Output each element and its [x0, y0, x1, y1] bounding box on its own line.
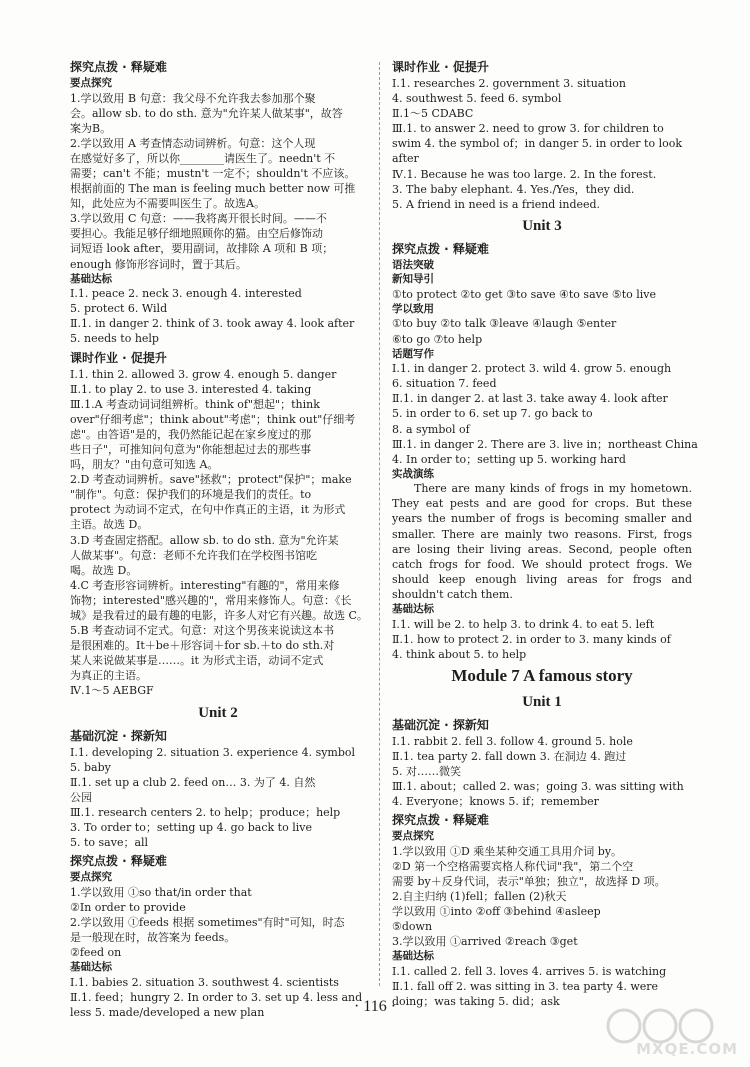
- answer-line: 2.自主归纳 (1)fell；fallen (2)秋天: [392, 890, 567, 904]
- answer-line: 5. in order to 6. set up 7. go back to: [392, 407, 593, 421]
- answer-line: 公园: [70, 790, 92, 804]
- section-heading: 探究点拨 · 释疑难: [392, 813, 489, 828]
- answer-line: ②In order to provide: [70, 900, 186, 914]
- answer-line: less 5. made/developed a new plan: [70, 1005, 265, 1019]
- answer-line: 3. To order to；setting up 4. go back to live: [70, 821, 312, 835]
- answer-line: Ⅰ.1. researches 2. government 3. situation: [392, 77, 626, 90]
- answer-line: 词短语 look after，要用副词，故排除 A 项和 B 项；: [70, 242, 334, 256]
- answer-line: Ⅱ.1. in danger 2. at last 3. take away 4. look after: [392, 392, 668, 406]
- subsection-heading: 基础达标: [392, 950, 434, 963]
- answer-line: Ⅱ.1. fall off 2. was sitting in 3. tea party 4. were: [392, 980, 659, 994]
- answer-line: Ⅱ.1. tea party 2. fall down 3. 在洞边 4. 跑过: [392, 749, 627, 763]
- answer-line: 5. 对……微笑: [392, 765, 461, 778]
- answer-line: "制作"。句意：保护我们的环境是我们的责任。to: [70, 488, 312, 502]
- section-heading: 基础沉淀 · 探新知: [392, 717, 489, 732]
- answer-line: 案为B。: [70, 121, 112, 135]
- answer-line: 3. The baby elephant. 4. Yes./Yes，they did.: [392, 182, 635, 196]
- section-heading: 课时作业 · 促提升: [392, 60, 489, 74]
- answer-line: 2.学以致用 ①feeds 根据 sometimes"有时"可知，时态: [70, 915, 345, 929]
- answer-line: 根据前面的 The man is feeling much better now 可推: [70, 182, 356, 196]
- answer-line: Ⅰ.1. called 2. fell 3. loves 4. arrives 5. is watching: [392, 964, 667, 978]
- subsection-heading: 实战演练: [392, 467, 434, 480]
- answer-line: 吗，朋友？"由句意可知选 A。: [70, 458, 219, 472]
- answer-line: 主语。故选 D。: [70, 518, 149, 532]
- answer-line: 些日子"，可推知问句意为"你能想起过去的那些事: [70, 442, 312, 456]
- answer-line: 4.C 考查形容词辨析。interesting"有趣的"，常用来修: [70, 578, 340, 592]
- section-heading: 探究点拨 · 释疑难: [70, 854, 167, 869]
- answer-line: 8. a symbol of: [392, 422, 470, 436]
- answer-line: Ⅲ.1. to answer 2. need to grow 3. for children to: [392, 122, 664, 136]
- answer-line: 是一般现在时，故答案为 feeds。: [70, 931, 236, 944]
- answer-line: 需要 by＋反身代词，表示"单独；独立"，故选择 D 项。: [392, 874, 666, 888]
- answer-line: Ⅰ.1. developing 2. situation 3. experience 4. symbol: [70, 745, 356, 759]
- answer-line: 某人来说做某事是……。it 为形式主语，动词不定式: [70, 654, 324, 668]
- answer-line: Ⅱ.1. feed；hungry 2. In order to 3. set up 4. less and: [70, 990, 363, 1004]
- subsection-heading: 基础达标: [392, 603, 434, 616]
- answer-line: 要担心。我能足够仔细地照顾你的猫。由空后修饰动: [70, 227, 323, 241]
- subsection-heading: 基础达标: [70, 272, 112, 285]
- answer-line: 为真正的主语。: [70, 669, 147, 683]
- answer-line: ②feed on: [70, 946, 122, 960]
- answer-line: 人做某事"。句意：老师不允许我们在学校图书馆吃: [70, 548, 318, 562]
- answer-line: Ⅲ.1. in danger 2. There are 3. live in；northeast China: [392, 437, 698, 451]
- answer-line: protect 为动词不定式，在句中作真正的主语，it 为形式: [70, 503, 346, 517]
- answer-line: doing；was taking 5. did；ask: [392, 995, 560, 1009]
- module-title: Module 7 A famous story: [451, 665, 633, 685]
- page-number: · 116 ·: [353, 998, 397, 1015]
- answer-line: 5. A friend in need is a friend indeed.: [392, 197, 601, 211]
- answer-line: Ⅰ.1. thin 2. allowed 3. grow 4. enough 5. danger: [70, 367, 337, 381]
- unit-title: Unit 1: [522, 693, 562, 710]
- answer-line: Ⅲ.1. about；called 2. was；going 3. was sitting with: [392, 780, 684, 794]
- answer-line: 5. protect 6. Wild: [70, 302, 168, 316]
- answer-line: 在感觉好多了，所以你________请医生了。needn't 不: [70, 151, 336, 165]
- answer-line: Ⅱ.1. to play 2. to use 3. interested 4. taking: [70, 382, 312, 396]
- answer-line: ①to buy ②to talk ③leave ④laugh ⑤enter: [392, 317, 617, 331]
- unit-title: Unit 2: [198, 704, 238, 721]
- answer-line: 5. needs to help: [70, 332, 159, 346]
- answer-line: 1.学以致用 B 句意：我父母不允许我去参加那个聚: [70, 91, 316, 105]
- answer-line: 4. southwest 5. feed 6. symbol: [392, 92, 562, 106]
- answer-line: Ⅰ.1. babies 2. situation 3. southwest 4. scientists: [70, 975, 339, 989]
- answer-line: 学以致用 ①into ②off ③behind ④asleep: [392, 905, 601, 919]
- answer-line: 2.D 考查动词辨析。save"拯救"；protect"保护"；make: [70, 473, 352, 487]
- subsection-heading: 语法突破: [392, 258, 434, 271]
- answer-line: Ⅲ.1.A 考查动词词组辨析。think of"想起"；think: [70, 397, 320, 411]
- answer-line: 1.学以致用 ①D 乘坐某种交通工具用介词 by。: [392, 844, 623, 858]
- answer-line: Ⅰ.1. peace 2. neck 3. enough 4. interested: [70, 287, 302, 301]
- answer-line: 1.学以致用 ①so that/in order that: [70, 885, 252, 899]
- section-heading: 探究点拨 · 释疑难: [392, 241, 489, 256]
- answer-line: 4. Everyone；knows 5. if；remember: [392, 795, 599, 809]
- answer-line: 5.B 考查动词不定式。句意：对这个男孩来说读这本书: [70, 624, 335, 638]
- left-column: [70, 56, 366, 1020]
- subsection-heading: 要点探究: [70, 77, 112, 89]
- subsection-heading: 新知导引: [392, 273, 434, 286]
- answer-line: 4. In order to；setting up 5. working hard: [392, 452, 626, 466]
- answer-line: Ⅰ.1. will be 2. to help 3. to drink 4. to eat 5. left: [392, 617, 655, 631]
- answer-line: 3.学以致用 C 句意：——我将离开很长时间。——不: [70, 212, 327, 226]
- answer-line: 2.学以致用 A 考查情态动词辨析。句意：这个人现: [70, 136, 316, 150]
- answer-line: 6. situation 7. feed: [392, 377, 497, 391]
- answer-line: ①to protect ②to get ③to save ④to save ⑤to live: [392, 287, 657, 301]
- answer-line: ②D 第一个空格需要宾格人称代词"我"，第二个空: [392, 859, 634, 873]
- watermark-logo: [596, 1006, 746, 1062]
- answer-line: swim 4. the symbol of；in danger 5. in order to look: [392, 137, 683, 151]
- subsection-heading: 学以致用: [392, 302, 434, 315]
- answer-line: 知，此处应为不需要叫医生了。故选A。: [70, 197, 265, 211]
- right-column: [392, 56, 698, 1009]
- answer-line: over"仔细考虑"；think about"考虑"；think out"仔细考: [70, 412, 356, 426]
- answer-line: 是很困难的。It＋be＋形容词＋for sb.＋to do sth.对: [70, 639, 335, 653]
- answer-line: 会。allow sb. to do sth. 意为"允许某人做某事"，故答: [70, 106, 343, 120]
- answer-line: ⑥to go ⑦to help: [392, 332, 483, 346]
- subsection-heading: 基础达标: [70, 961, 112, 974]
- answer-line: Ⅱ.1. in danger 2. think of 3. took away 4. look after: [70, 317, 355, 331]
- answer-line: Ⅰ.1. in danger 2. protect 3. wild 4. grow 5. enough: [392, 362, 672, 376]
- answer-line: 5. to save；all: [70, 836, 149, 850]
- answer-line: 喝。故选 D。: [70, 563, 138, 577]
- answer-line: Ⅳ.1～5 AEBGF: [70, 684, 154, 698]
- answer-line: 3.D 考查固定搭配。allow sb. to do sth. 意为"允许某: [70, 533, 339, 547]
- answer-line: 城》是我看过的最有趣的电影，许多人对它有兴趣。故选 C。: [70, 609, 368, 622]
- section-heading: 基础沉淀 · 探新知: [70, 728, 167, 743]
- essay-paragraph: There are many kinds of frogs in my hometown. They eat pests and are good for crops. But these years the number of frogs is becoming smaller and smaller. There are mainly two reasons. First, frogs are losing their living areas. Second, people often catch frogs for food. We should protect frogs. We should keep enough living areas for frogs and shouldn't catch them.: [392, 482, 692, 601]
- subsection-heading: 要点探究: [70, 871, 112, 884]
- answer-line: Ⅱ.1～5 CDABC: [392, 107, 474, 121]
- answer-line: 需要；can't 不能；mustn't 一定不；shouldn't 不应该。: [70, 166, 356, 180]
- answer-line: Ⅲ.1. research centers 2. to help；produce；help: [70, 805, 341, 819]
- column-divider: [379, 62, 380, 986]
- section-heading: 探究点拨 · 释疑难: [70, 60, 167, 74]
- answer-line: Ⅰ.1. rabbit 2. fell 3. follow 4. ground 5. hole: [392, 734, 633, 748]
- answer-line: ⑤down: [392, 920, 433, 934]
- answer-line: enough 修饰形容词时，置于其后。: [70, 257, 247, 271]
- answer-line: Ⅳ.1. Because he was too large. 2. In the forest.: [392, 167, 657, 181]
- answer-line: 虑"。由答语"是的，我仍然能记起在家乡度过的那: [70, 427, 312, 441]
- answer-line: 4. think about 5. to help: [392, 647, 527, 661]
- watermark-text: MXQE.COM: [636, 1040, 738, 1058]
- section-heading: 课时作业 · 促提升: [70, 350, 167, 365]
- subsection-heading: 话题写作: [392, 347, 434, 360]
- subsection-heading: 要点探究: [392, 830, 434, 843]
- answer-line: after: [392, 152, 419, 166]
- answer-line: 5. baby: [70, 760, 111, 774]
- answer-line: Ⅱ.1. set up a club 2. feed on… 3. 为了 4. 自然: [70, 775, 316, 789]
- answer-line: 3.学以致用 ①arrived ②reach ③get: [392, 935, 578, 949]
- answer-line: Ⅱ.1. how to protect 2. in order to 3. many kinds of: [392, 632, 671, 646]
- answer-line: 饰物；interested"感兴趣的"，常用来修饰人。句意：《长: [70, 593, 352, 607]
- unit-title: Unit 3: [522, 217, 562, 234]
